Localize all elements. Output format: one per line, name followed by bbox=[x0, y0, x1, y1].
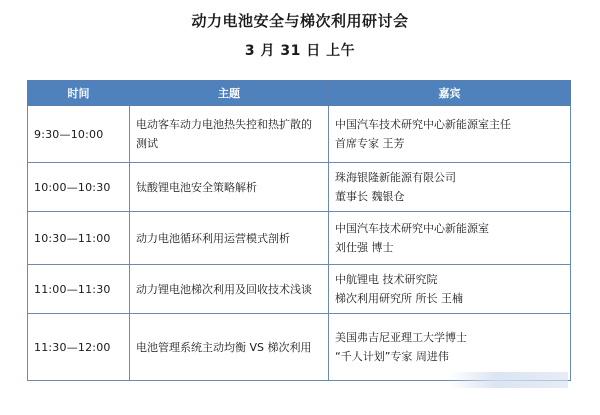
table-row bbox=[28, 265, 571, 314]
guest-line: 珠海银隆新能源有限公司 bbox=[335, 171, 456, 184]
guest-line: “千人计划”专家 周进伟 bbox=[335, 350, 449, 363]
topic-line: 电动客车动力电池热失控和热扩散的 bbox=[136, 118, 312, 131]
guest-line: 董事长 魏银仓 bbox=[335, 190, 405, 203]
table-header-row bbox=[28, 81, 571, 106]
guest-cell bbox=[329, 106, 571, 163]
guest-cell bbox=[329, 163, 571, 212]
time-cell: 10:00—10:30 bbox=[28, 163, 130, 212]
topic-cell bbox=[130, 163, 329, 212]
page-title: 动力电池安全与梯次利用研讨会 bbox=[191, 12, 409, 30]
topic-cell bbox=[130, 265, 329, 314]
table-row bbox=[28, 106, 571, 163]
guest-line: 刘仕强 博士 bbox=[335, 241, 394, 254]
table-row bbox=[28, 212, 571, 265]
topic-cell bbox=[130, 212, 329, 265]
topic-line: 钛酸锂电池安全策略解析 bbox=[136, 180, 257, 194]
table-row bbox=[28, 314, 571, 381]
time-cell: 11:30—12:00 bbox=[28, 314, 130, 381]
time-cell: 10:30—11:00 bbox=[28, 212, 130, 265]
guest-line: 美国弗吉尼亚理工大学博士 bbox=[335, 331, 467, 344]
guest-line: 首席专家 王芳 bbox=[335, 137, 405, 150]
page-subtitle: 3 月 31 日 上午 bbox=[244, 43, 356, 59]
topic-cell bbox=[130, 314, 329, 381]
guest-line: 中国汽车技术研究中心新能源室主任 bbox=[335, 118, 511, 131]
guest-line: 梯次利用研究所 所长 王楠 bbox=[335, 292, 463, 305]
guest-cell bbox=[329, 212, 571, 265]
topic-line: 动力锂电池梯次利用及回收技术浅谈 bbox=[136, 282, 312, 296]
time-cell: 11:00—11:30 bbox=[28, 265, 130, 314]
header-guest: 嘉宾 bbox=[329, 81, 571, 106]
topic-line: 电池管理系统主动均衡 VS 梯次利用 bbox=[136, 340, 312, 354]
guest-cell bbox=[329, 265, 571, 314]
topic-line: 测试 bbox=[136, 137, 158, 150]
topic-cell bbox=[130, 106, 329, 163]
guest-line: 中航锂电 技术研究院 bbox=[335, 273, 438, 286]
header-time: 时间 bbox=[28, 81, 130, 106]
time-cell: 9:30—10:00 bbox=[28, 106, 130, 163]
guest-cell bbox=[329, 314, 571, 381]
table-row bbox=[28, 163, 571, 212]
guest-line: 中国汽车技术研究中心新能源室 bbox=[335, 222, 489, 235]
header-topic: 主题 bbox=[130, 81, 329, 106]
watermark-overlay bbox=[448, 372, 568, 388]
topic-line: 动力电池循环利用运营模式剖析 bbox=[136, 231, 290, 245]
agenda-table bbox=[27, 80, 571, 381]
